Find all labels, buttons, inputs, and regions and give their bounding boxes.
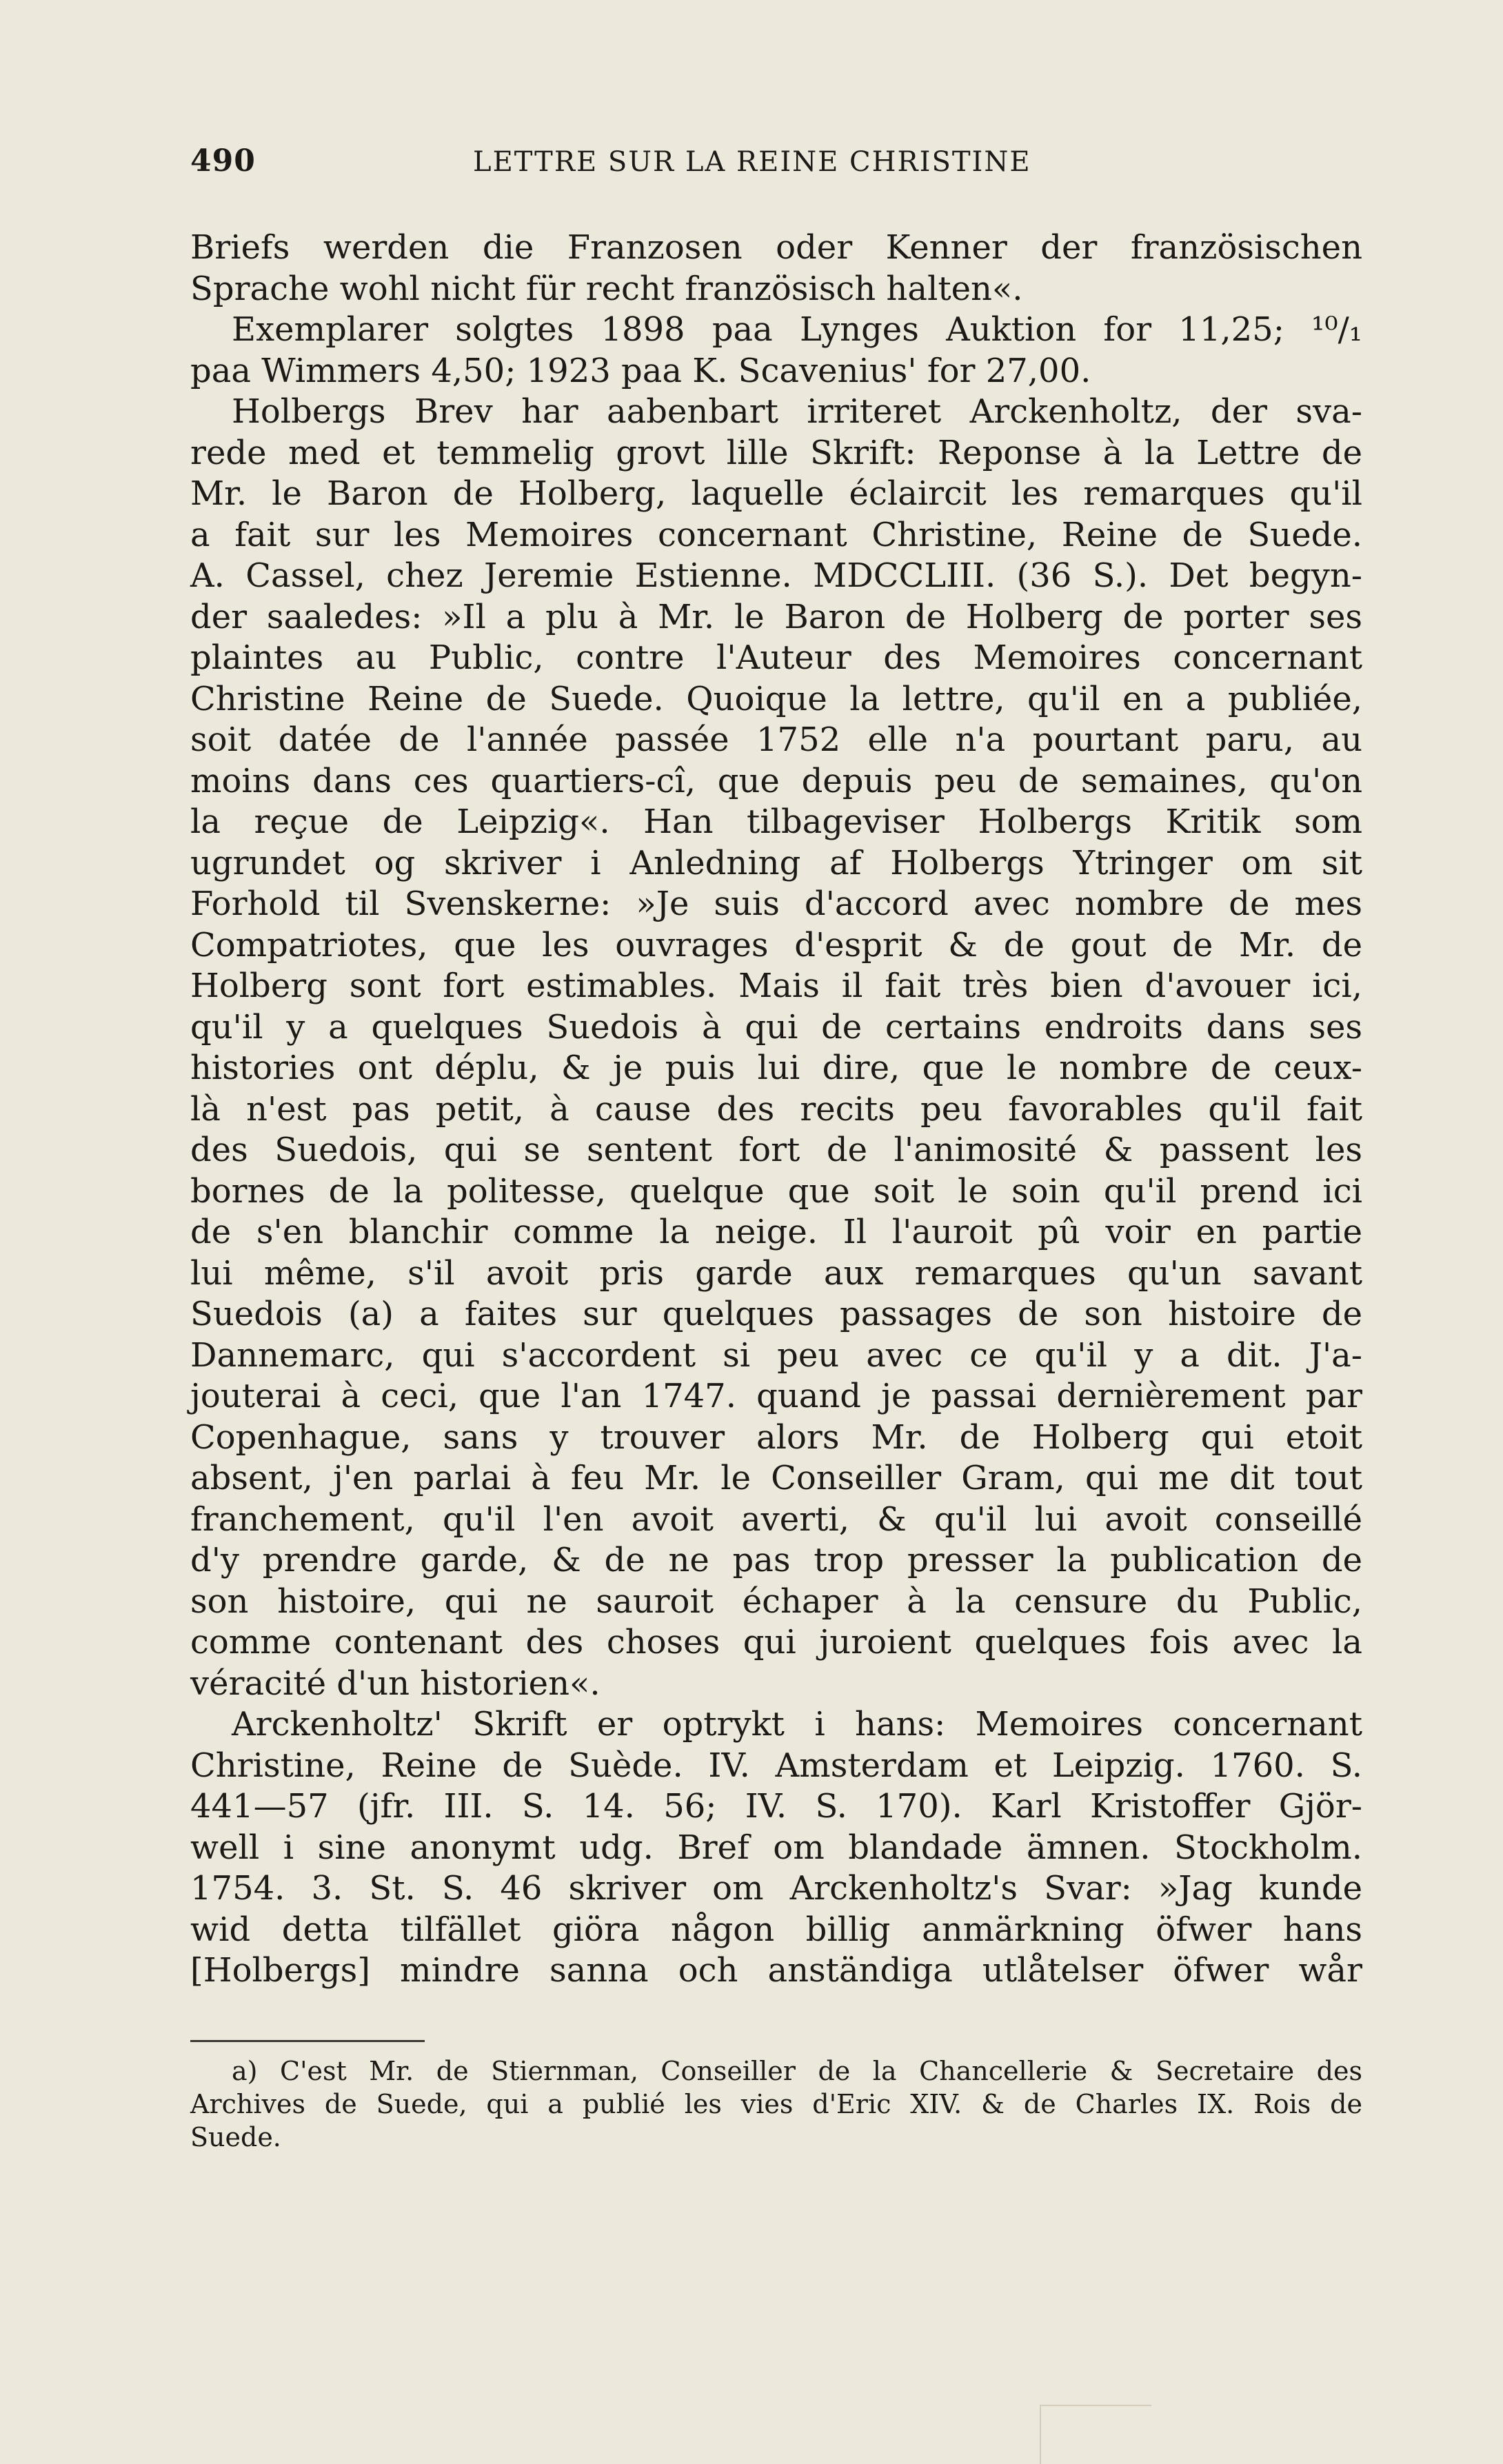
text-line: Arckenholtz' Skrift er optrykt i hans: Memoires concernant (232, 1705, 1362, 1744)
text-line: d'y prendre garde, & de ne pas trop presser la publication de (190, 1541, 1362, 1579)
text-line: A. Cassel, chez Jeremie Estienne. MDCCLIII. (36 S.). Det begyn- (190, 556, 1362, 595)
text-line: Suedois (a) a faites sur quelques passages de son histoire de (190, 1295, 1362, 1333)
text-line: Briefs werden die Franzosen oder Kenner der französischen (190, 228, 1362, 267)
scan-corner-mark (1040, 2405, 1151, 2464)
footnote-line: Suede. (190, 2122, 281, 2152)
text-line: Copenhague, sans y trouver alors Mr. de Holberg qui etoit (190, 1417, 1362, 1457)
page-number: 490 (190, 143, 256, 179)
text-line: des Suedois, qui se sentent fort de l'animosité & passent les (190, 1131, 1362, 1169)
text-line: plaintes au Public, contre l'Auteur des Memoires concernant (190, 638, 1362, 677)
text-line: jouterai à ceci, que l'an 1747. quand je passai dernièrement par (190, 1377, 1362, 1415)
text-line: Mr. le Baron de Holberg, laquelle éclaircit les remarques qu'il (190, 474, 1362, 513)
text-line: histories ont déplu, & je puis lui dire, que le nombre de ceux- (190, 1049, 1362, 1087)
text-line: Sprache wohl nicht für recht französisch halten«. (190, 269, 1023, 308)
footnote-line: Archives de Suede, qui a publié les vies d'Eric XIV. & de Charles IX. Rois de (190, 2089, 1362, 2119)
text-line: 441—57 (jfr. III. S. 14. 56; IV. S. 170). Karl Kristoffer Gjör- (190, 1787, 1362, 1826)
text-line: soit datée de l'année passée 1752 elle n'a pourtant paru, au (190, 720, 1362, 759)
text-line: paa Wimmers 4,50; 1923 paa K. Scavenius' for 27,00. (190, 351, 1091, 390)
footnote-line: a) C'est Mr. de Stiernman, Conseiller de la Chancellerie & Secretaire des (232, 2056, 1362, 2086)
text-line: Christine Reine de Suede. Quoique la lettre, qu'il en a publiée, (190, 679, 1362, 718)
text-line: moins dans ces quartiers-cî, que depuis peu de semaines, qu'on (190, 761, 1362, 800)
text-line: lui même, s'il avoit pris garde aux remarques qu'un savant (190, 1253, 1362, 1293)
text-line: franchement, qu'il l'en avoit averti, & qu'il lui avoit conseillé (190, 1499, 1362, 1539)
running-title: LETTRE SUR LA REINE CHRISTINE (473, 146, 1031, 178)
text-line: [Holbergs] mindre sanna och anständiga utlåtelser öfwer wår (190, 1951, 1362, 1990)
text-line: bornes de la politesse, quelque que soit le soin qu'il prend ici (190, 1171, 1362, 1211)
text-line: Christine, Reine de Suède. IV. Amsterdam et Leipzig. 1760. S. (190, 1746, 1362, 1785)
text-line: wid detta tilfället giöra någon billig anmärkning öfwer hans (190, 1910, 1362, 1949)
text-line: Holbergs Brev har aabenbart irriteret Arckenholtz, der sva- (232, 392, 1362, 431)
footnote (190, 2054, 1362, 2154)
text-line: la reçue de Leipzig«. Han tilbageviser Holbergs Kritik som (190, 802, 1362, 841)
text-line: ugrundet og skriver i Anledning af Holbergs Ytringer om sit (190, 843, 1362, 882)
footnote-divider (190, 2040, 425, 2042)
text-line: a fait sur les Memoires concernant Christine, Reine de Suede. (190, 515, 1362, 554)
text-line: comme contenant des choses qui juroient quelques fois avec la (190, 1623, 1362, 1662)
text-line: 1754. 3. St. S. 46 skriver om Arckenholtz's Svar: »Jag kunde (190, 1869, 1362, 1908)
text-line: son histoire, qui ne sauroit échaper à la censure du Public, (190, 1582, 1362, 1621)
text-line: Compatriotes, que les ouvrages d'esprit & de gout de Mr. de (190, 925, 1362, 965)
text-line: qu'il y a quelques Suedois à qui de certains endroits dans ses (190, 1007, 1362, 1047)
text-line: Holberg sont fort estimables. Mais il fait très bien d'avouer ici, (190, 967, 1362, 1005)
text-line: absent, j'en parlai à feu Mr. le Conseiller Gram, qui me dit tout (190, 1459, 1362, 1497)
text-line: Dannemarc, qui s'accordent si peu avec ce qu'il y a dit. J'a- (190, 1335, 1362, 1375)
text-line: Exemplarer solgtes 1898 paa Lynges Auktion for 11,25; ¹⁰/₁ (232, 310, 1362, 349)
body-text (190, 228, 1362, 1992)
text-line: véracité d'un historien«. (190, 1664, 601, 1703)
text-line: Forhold til Svenskerne: »Je suis d'accord avec nombre de mes (190, 885, 1362, 923)
text-line: well i sine anonymt udg. Bref om blandade ämnen. Stockholm. (190, 1828, 1362, 1867)
text-line: rede med et temmelig grovt lille Skrift: Reponse à la Lettre de (190, 433, 1362, 472)
text-line: de s'en blanchir comme la neige. Il l'auroit pû voir en partie (190, 1213, 1362, 1251)
text-line: là n'est pas petit, à cause des recits peu favorables qu'il fait (190, 1089, 1362, 1129)
text-line: der saaledes: »Il a plu à Mr. le Baron de Holberg de porter ses (190, 597, 1362, 636)
